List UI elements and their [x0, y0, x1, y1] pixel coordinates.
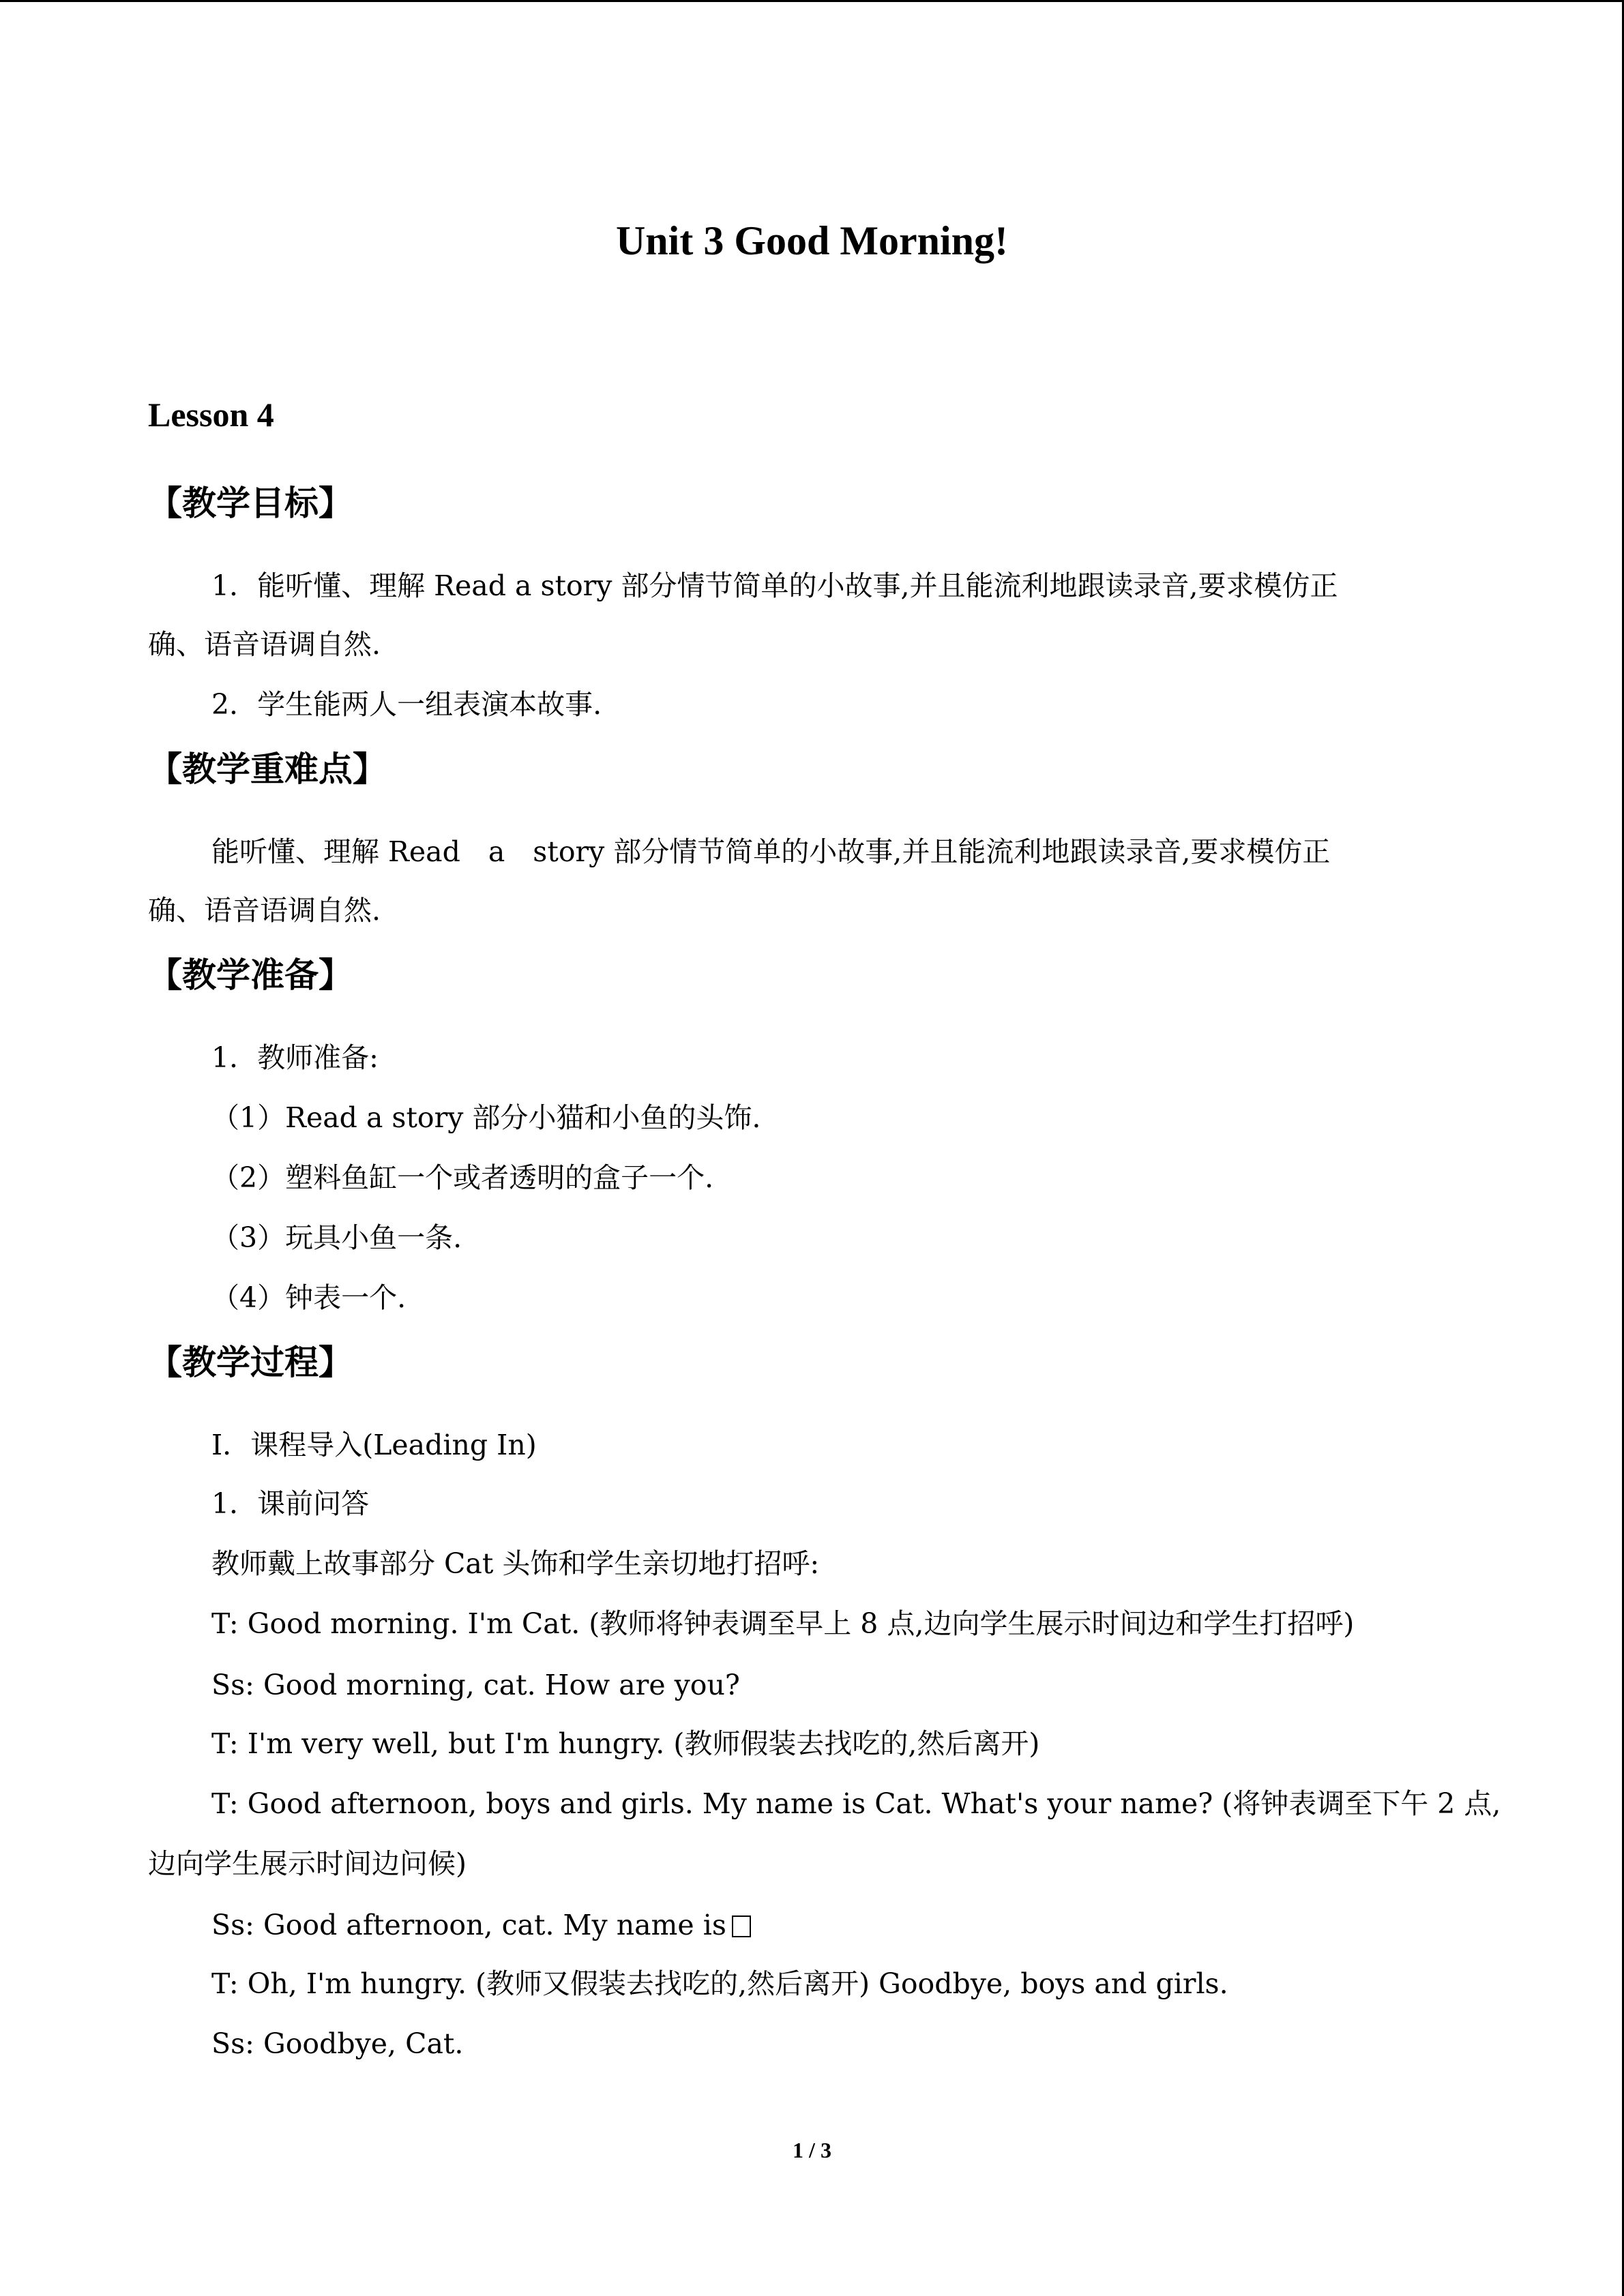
section-heading-keypoints: 【教学重难点】 [148, 749, 387, 789]
section-heading-prep: 【教学准备】 [148, 955, 353, 995]
goals-item-1-line-2: 确、语音语调自然. [148, 628, 381, 661]
keypoints-line-1: 能听懂、理解 Read a story 部分情节简单的小故事,并且能流利地跟读录音,要求模仿正 [211, 835, 1331, 868]
page-number: 1 / 3 [793, 2138, 831, 2162]
process-step-1: Ⅰ．课程导入(Leading In) [211, 1429, 537, 1461]
dialogue-line-1: T: Good morning. I'm Cat. (教师将钟表调至早上 8 点,边向学生展示时间边和学生打招呼) [211, 1607, 1355, 1640]
goals-item-1-line-1: 1．能听懂、理解 Read a story 部分情节简单的小故事,并且能流利地跟读录音,要求模仿正 [211, 569, 1338, 602]
document-title: Unit 3 Good Morning! [615, 218, 1009, 263]
process-step-1-1: 1．课前问答 [211, 1487, 370, 1520]
blank-box-icon [732, 1915, 751, 1937]
process-intro: 教师戴上故事部分 Cat 头饰和学生亲切地打招呼: [211, 1547, 820, 1580]
keypoints-line-2: 确、语音语调自然. [148, 894, 381, 927]
dialogue-line-7: Ss: Goodbye, Cat. [211, 2027, 464, 2060]
prep-sub-1: （1）Read a story 部分小猫和小鱼的头饰. [211, 1101, 761, 1134]
section-heading-goals: 【教学目标】 [148, 483, 353, 523]
dialogue-line-5-text: Ss: Good afternoon, cat. My name is [211, 1909, 726, 1941]
prep-sub-3: （3）玩具小鱼一条. [211, 1221, 462, 1254]
prep-sub-4: （4）钟表一个. [211, 1281, 407, 1314]
dialogue-line-4-part-1: T: Good afternoon, boys and girls. My name is Cat. What's your name? (将钟表调至下午 2 点, [211, 1787, 1501, 1820]
dialogue-line-4-part-2: 边向学生展示时间边问候) [148, 1847, 467, 1880]
dialogue-line-6: T: Oh, I'm hungry. (教师又假装去找吃的,然后离开) Goodbye, boys and girls. [211, 1967, 1228, 2000]
lesson-label: Lesson 4 [148, 396, 274, 434]
dialogue-line-2: Ss: Good morning, cat. How are you? [211, 1669, 740, 1701]
dialogue-line-3: T: I'm very well, but I'm hungry. (教师假装去找吃的,然后离开) [211, 1727, 1040, 1760]
section-heading-process: 【教学过程】 [148, 1343, 353, 1382]
dialogue-line-5 [211, 1905, 751, 1945]
prep-sub-2: （2）塑料鱼缸一个或者透明的盒子一个. [211, 1161, 714, 1194]
prep-item-1: 1．教师准备: [211, 1041, 379, 1074]
goals-item-2: 2．学生能两人一组表演本故事. [211, 688, 602, 721]
